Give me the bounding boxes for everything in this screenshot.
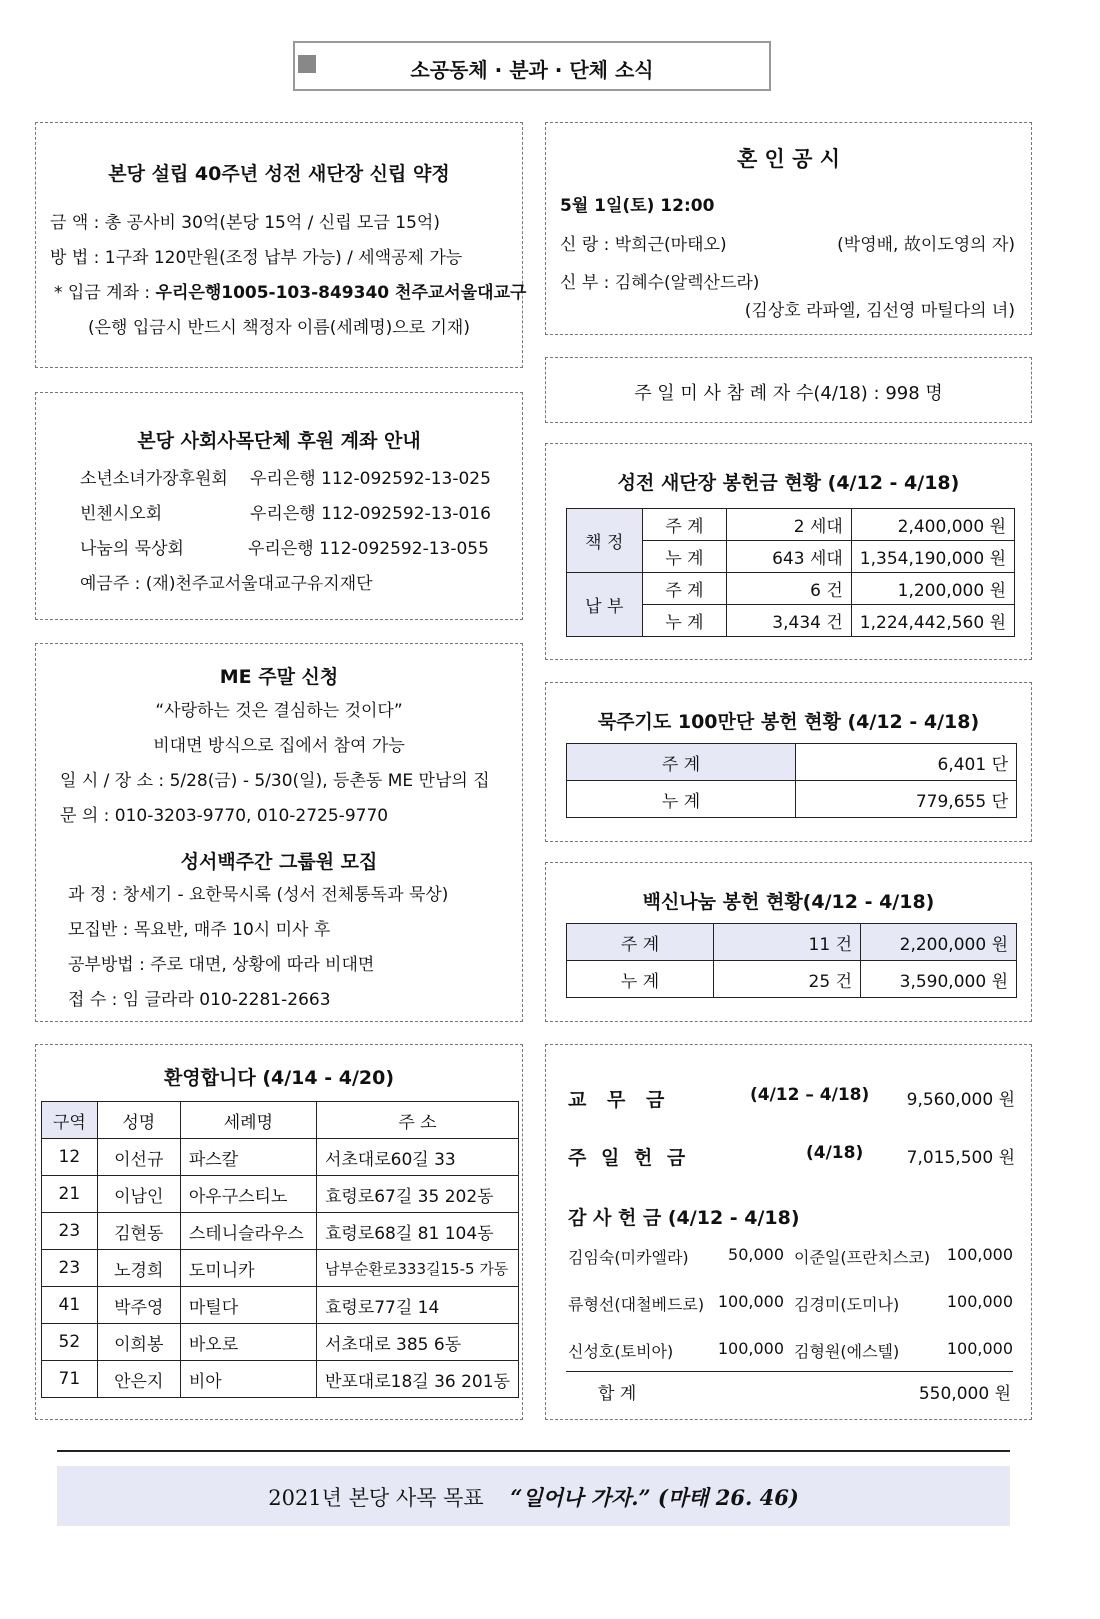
welcome-cell: 이희봉	[97, 1324, 180, 1361]
welcome-cell: 바오로	[180, 1324, 316, 1361]
rosary-title: 묵주기도 100만단 봉헌 현황 (4/12 - 4/18)	[597, 711, 980, 733]
renovation-cell: 주 계	[642, 573, 727, 605]
vaccine-cell: 누 계	[567, 961, 714, 998]
vaccine-cell: 25 건	[714, 961, 861, 998]
table-row	[567, 781, 1017, 818]
table-row	[42, 1213, 519, 1250]
me-quote: “사랑하는 것은 결심하는 것이다”	[155, 701, 403, 721]
welcome-cell: 박주영	[97, 1287, 180, 1324]
table-row	[42, 1361, 519, 1398]
bible-class: 모집반 : 목요반, 매주 10시 미사 후	[68, 920, 331, 940]
table-row	[567, 744, 1017, 781]
welcome-cell: 효령로68길 81 104동	[316, 1213, 518, 1250]
welcome-cell: 서초대로60길 33	[316, 1139, 518, 1176]
table-row	[567, 924, 1017, 961]
sunday-amount: 7,015,500 원	[906, 1148, 1015, 1168]
welcome-header-zone: 구역	[42, 1102, 98, 1139]
rosary-box	[545, 682, 1032, 842]
welcome-cell: 이남인	[97, 1176, 180, 1213]
thanks-name: 김경미(도미나)	[794, 1295, 900, 1314]
bible-course: 과 정 : 창세기 - 요한묵시록 (성서 전체통독과 묵상)	[68, 885, 449, 905]
kyomu-amount: 9,560,000 원	[906, 1090, 1015, 1110]
pledge-box	[35, 122, 527, 368]
welcome-cell: 71	[42, 1361, 98, 1398]
table-row	[42, 1176, 519, 1213]
marriage-bride: 신 부 : 김혜수(알렉산드라)	[560, 273, 760, 293]
welcome-cell: 이선규	[97, 1139, 180, 1176]
welcome-cell: 21	[42, 1176, 98, 1213]
attendance-box	[545, 357, 1032, 423]
vaccine-cell: 3,590,000 원	[861, 961, 1017, 998]
welcome-header-address: 주 소	[316, 1102, 518, 1139]
vaccine-box	[545, 862, 1032, 1022]
thanks-name: 이준일(프란치스코)	[794, 1248, 931, 1267]
footer-verse: “일어나 가자.” (마태 26. 46)	[510, 1485, 799, 1510]
renovation-cell: 누 계	[642, 541, 727, 573]
social-row-account: 우리은행 112-092592-13-025	[250, 469, 491, 489]
renovation-cell: 2,400,000 원	[851, 509, 1014, 541]
total-label: 합 계	[598, 1384, 637, 1404]
thanks-amount: 100,000	[717, 1292, 784, 1311]
vaccine-table	[566, 923, 1017, 998]
sunday-label: 주 일 헌 금	[568, 1147, 686, 1169]
social-row-name: 빈첸시오회	[80, 504, 163, 524]
renovation-group-label: 책 정	[567, 509, 643, 573]
welcome-cell: 마틸다	[180, 1287, 316, 1324]
social-box	[35, 392, 523, 620]
vaccine-title: 백신나눔 봉헌 현황(4/12 - 4/18)	[642, 891, 935, 913]
welcome-cell: 스테니슬라우스	[180, 1213, 316, 1250]
welcome-title: 환영합니다 (4/14 - 4/20)	[163, 1067, 395, 1089]
welcome-header-name: 성명	[97, 1102, 180, 1139]
renovation-cell: 3,434 건	[727, 605, 851, 637]
welcome-cell: 남부순환로333길15-5 가동	[316, 1250, 518, 1287]
table-row	[567, 509, 1015, 541]
welcome-cell: 23	[42, 1213, 98, 1250]
marriage-box	[545, 122, 1032, 335]
social-row-name: 소년소녀가장후원회	[80, 469, 228, 489]
renovation-table	[566, 508, 1015, 637]
welcome-cell: 파스칼	[180, 1139, 316, 1176]
marriage-groom-parents: (박영배, 故이도영의 자)	[837, 235, 1015, 255]
marriage-title: 혼 인 공 시	[736, 147, 841, 171]
welcome-cell: 효령로77길 14	[316, 1287, 518, 1324]
welcome-cell: 서초대로 385 6동	[316, 1324, 518, 1361]
welcome-cell: 52	[42, 1324, 98, 1361]
rosary-table	[566, 743, 1017, 818]
section-header	[293, 41, 771, 91]
marriage-date: 5월 1일(토) 12:00	[560, 196, 715, 216]
footer	[57, 1466, 1010, 1526]
me-bible-box	[35, 643, 523, 1022]
table-row	[42, 1324, 519, 1361]
welcome-cell: 도미니카	[180, 1250, 316, 1287]
welcome-box	[35, 1044, 523, 1420]
renovation-cell: 2 세대	[727, 509, 851, 541]
thanks-name: 김형원(에스텔)	[794, 1342, 900, 1361]
bible-study: 공부방법 : 주로 대면, 상황에 따라 비대면	[68, 955, 375, 975]
pledge-account-label: * 입금 계좌 :	[54, 283, 151, 303]
table-row	[42, 1287, 519, 1324]
thanks-amount: 100,000	[946, 1292, 1013, 1311]
footer-divider	[57, 1450, 1010, 1452]
me-contact: 문 의 : 010-3203-9770, 010-2725-9770	[60, 806, 389, 826]
footer-goal: 2021년 본당 사목 목표	[268, 1486, 484, 1510]
pledge-account-value: 우리은행1005-103-849340 천주교서울대교구	[155, 283, 527, 303]
rosary-cell: 주 계	[567, 744, 796, 781]
pledge-account	[54, 278, 526, 303]
bible-title: 성서백주간 그룹원 모집	[180, 851, 378, 873]
me-when: 일 시 / 장 소 : 5/28(금) - 5/30(일), 등촌동 ME 만남의 집	[60, 771, 490, 791]
rosary-cell: 누 계	[567, 781, 796, 818]
welcome-cell: 효령로67길 35 202동	[316, 1176, 518, 1213]
kyomu-label: 교 무 금	[568, 1089, 665, 1111]
total-amount: 550,000 원	[918, 1384, 1011, 1404]
table-row	[42, 1139, 519, 1176]
welcome-cell: 노경희	[97, 1250, 180, 1287]
thanks-name: 김임숙(미카엘라)	[568, 1248, 689, 1267]
social-row-name: 나눔의 묵상회	[80, 539, 184, 559]
renovation-cell: 1,200,000 원	[851, 573, 1014, 605]
welcome-table	[41, 1101, 519, 1398]
renovation-title: 성전 새단장 봉헌금 현황 (4/12 - 4/18)	[617, 472, 960, 494]
welcome-cell: 안은지	[97, 1361, 180, 1398]
thanks-name: 신성호(토비아)	[568, 1342, 674, 1361]
social-row-account: 우리은행 112-092592-13-055	[248, 539, 489, 559]
table-row	[567, 961, 1017, 998]
thanks-amount: 100,000	[717, 1339, 784, 1358]
welcome-cell: 23	[42, 1250, 98, 1287]
finance-box	[545, 1044, 1032, 1420]
social-row-account: 우리은행 112-092592-13-016	[250, 504, 491, 524]
welcome-cell: 비아	[180, 1361, 316, 1398]
kyomu-period: (4/12 – 4/18)	[750, 1085, 870, 1105]
pledge-title: 본당 설립 40주년 성전 새단장 신립 약정	[108, 163, 450, 185]
thanks-amount: 100,000	[946, 1245, 1013, 1264]
welcome-cell: 41	[42, 1287, 98, 1324]
welcome-cell: 아우구스티노	[180, 1176, 316, 1213]
vaccine-cell: 11 건	[714, 924, 861, 961]
renovation-cell: 1,354,190,000 원	[851, 541, 1014, 573]
thanks-title: 감 사 헌 금 (4/12 - 4/18)	[568, 1207, 800, 1229]
marriage-bride-parents: (김상호 라파엘, 김선영 마틸다의 녀)	[744, 301, 1015, 321]
bible-receipt: 접 수 : 임 글라라 010-2281-2663	[68, 990, 331, 1010]
rosary-cell: 779,655 단	[796, 781, 1017, 818]
vaccine-cell: 2,200,000 원	[861, 924, 1017, 961]
renovation-cell: 누 계	[642, 605, 727, 637]
thanks-amount: 100,000	[946, 1339, 1013, 1358]
social-holder: 예금주 : (재)천주교서울대교구유지재단	[80, 574, 373, 594]
vaccine-cell: 주 계	[567, 924, 714, 961]
renovation-cell: 643 세대	[727, 541, 851, 573]
pledge-amount: 금 액 : 총 공사비 30억(본당 15억 / 신립 모금 15억)	[50, 213, 440, 233]
me-title: ME 주말 신청	[219, 666, 339, 688]
thanks-name: 류형선(대철베드로)	[568, 1295, 705, 1314]
social-title: 본당 사회사목단체 후원 계좌 안내	[137, 430, 421, 452]
total-divider	[566, 1371, 1013, 1372]
attendance-text: 주 일 미 사 참 례 자 수(4/18) : 998 명	[634, 383, 943, 404]
me-online: 비대면 방식으로 집에서 참여 가능	[153, 736, 405, 756]
pledge-method: 방 법 : 1구좌 120만원(조정 납부 가능) / 세액공제 가능	[50, 248, 463, 268]
table-row	[567, 573, 1015, 605]
footer-text	[57, 1482, 1010, 1512]
welcome-header-baptism: 세례명	[180, 1102, 316, 1139]
table-row	[42, 1250, 519, 1287]
sunday-period: (4/18)	[806, 1143, 864, 1163]
marriage-groom: 신 랑 : 박희근(마태오)	[560, 235, 727, 255]
pledge-note: (은행 입금시 반드시 책정자 이름(세례명)으로 기재)	[88, 318, 470, 338]
section-title: 소공동체 · 분과 · 단체 소식	[410, 58, 654, 82]
renovation-cell: 주 계	[642, 509, 727, 541]
welcome-cell: 반포대로18길 36 201동	[316, 1361, 518, 1398]
thanks-amount: 50,000	[728, 1245, 784, 1264]
renovation-group-label: 납 부	[567, 573, 643, 637]
renovation-cell: 1,224,442,560 원	[851, 605, 1014, 637]
rosary-cell: 6,401 단	[796, 744, 1017, 781]
welcome-cell: 12	[42, 1139, 98, 1176]
renovation-box	[545, 443, 1032, 660]
welcome-cell: 김현동	[97, 1213, 180, 1250]
renovation-cell: 6 건	[727, 573, 851, 605]
